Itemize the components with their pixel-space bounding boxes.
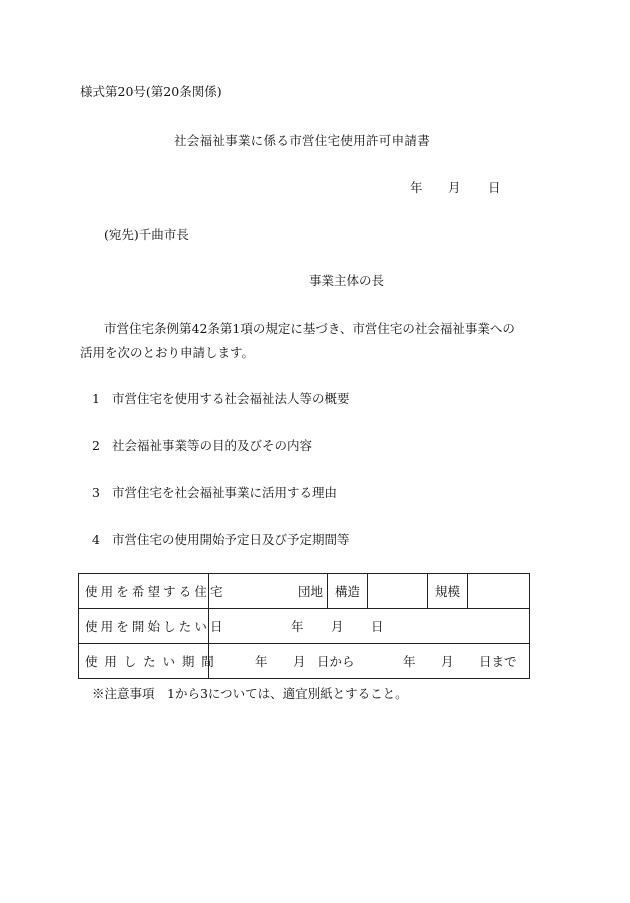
list-item-text: 市営住宅を社会福祉事業に活用する理由: [112, 485, 338, 500]
applicant-label: 事業主体の長: [309, 273, 385, 288]
start-year-label: 年: [291, 619, 304, 634]
scale-label: 規模: [428, 574, 468, 609]
table-row-start-date: [79, 609, 530, 644]
form-number: 様式第20号(第20条関係): [80, 84, 222, 99]
structure-label: 構造: [328, 574, 368, 609]
start-date-label: 使用を開始したい日: [79, 609, 209, 644]
list-item: [92, 389, 350, 407]
list-item-text: 市営住宅の使用開始予定日及び予定期間等: [112, 532, 350, 547]
list-item-number: 4: [92, 532, 100, 547]
body-text-line-1: 市営住宅条例第42条第1項の規定に基づき、市営住宅の社会福祉事業への: [104, 321, 515, 336]
period-label: 使用したい期間: [79, 644, 209, 679]
list-item-number: 1: [92, 391, 100, 406]
addressee: (宛先)千曲市長: [104, 227, 189, 242]
start-date-field[interactable]: [209, 609, 530, 644]
note-text: ※注意事項 1から3については、適宜別紙とすること。: [92, 686, 408, 701]
period-to-day: 日まで: [479, 654, 517, 669]
date-line: [410, 178, 501, 196]
period-from-day: 日から: [317, 654, 355, 669]
desired-housing-label: 使用を希望する住宅: [79, 574, 209, 609]
table-row-period: [79, 644, 530, 679]
document-title: 社会福祉事業に係る市営住宅使用許可申請書: [174, 133, 431, 148]
list-item: [92, 530, 350, 548]
period-from-year: 年: [255, 654, 268, 669]
list-item-number: 2: [92, 438, 100, 453]
date-year-label: 年: [410, 180, 423, 195]
list-item-text: 市営住宅を使用する社会福祉法人等の概要: [112, 391, 350, 406]
list-item: [92, 483, 337, 501]
table-row-desired-housing: [79, 574, 530, 609]
body-text-line-2: 活用を次のとおり申請します。: [80, 345, 255, 360]
list-item-text: 社会福祉事業等の目的及びその内容: [112, 438, 313, 453]
application-info-table: [78, 573, 530, 679]
start-day-label: 日: [371, 619, 384, 634]
period-to-month: 月: [441, 654, 454, 669]
period-to-year: 年: [403, 654, 416, 669]
date-day-label: 日: [488, 180, 501, 195]
list-item: [92, 436, 312, 454]
period-field[interactable]: [209, 644, 530, 679]
danchi-field[interactable]: 団地: [209, 574, 328, 609]
list-item-number: 3: [92, 485, 100, 500]
start-month-label: 月: [331, 619, 344, 634]
scale-field[interactable]: [468, 574, 530, 609]
period-from-month: 月: [293, 654, 306, 669]
date-month-label: 月: [448, 180, 461, 195]
structure-field[interactable]: [368, 574, 428, 609]
